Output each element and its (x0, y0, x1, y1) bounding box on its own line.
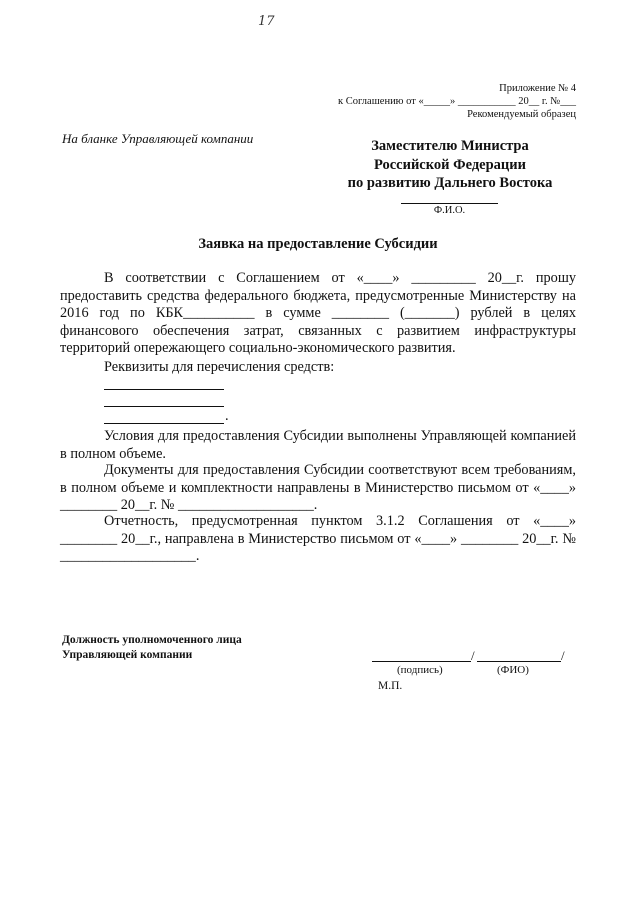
addressee-fio: Ф.И.О. (433, 205, 466, 216)
fio-label: (ФИО) (497, 664, 529, 676)
appendix-sample-note: Рекомендуемый образец (467, 109, 576, 120)
paragraph-request: В соответствии с Соглашением от «____» _________ 20__г. прошу предоставить средства федерального бюджета, предусмотренные Министерству на 2016 год по КБК__________ в сумме ________ (_______) рублей в целях финансового обеспечения затрат, связанных с развитием инфраструктуры территорий опережающего социально-экономического развития. (60, 270, 576, 357)
position-line-1: Должность уполномоченного лица (62, 634, 242, 646)
requisites-label: Реквизиты для перечисления средств: (104, 359, 335, 375)
appendix-block (260, 82, 576, 121)
paragraph-conditions: Условия для предоставления Субсидии выполнены Управляющей компанией в полном объеме. (60, 428, 576, 462)
requisites-line-2 (104, 406, 224, 407)
addressee-line-3: по развитию Дальнего Востока (347, 175, 553, 191)
appendix-number: Приложение № 4 (499, 83, 576, 94)
fio-line (477, 661, 561, 662)
requisites-line-3 (104, 423, 224, 424)
fio-underline (401, 203, 498, 204)
position-line-2: Управляющей компании (62, 649, 193, 661)
appendix-agreement-ref: к Соглашению от «_____» ___________ 20__ г. №___ (338, 96, 576, 107)
requisites-end: . (225, 408, 229, 424)
stamp-place: М.П. (378, 680, 403, 692)
addressee-line-1: Заместителю Министра (371, 138, 529, 154)
paragraph-documents: Документы для предоставления Субсидии соответствуют всем требованиям, в полном объеме и комплектности направлены в Министерство письмом от «____» ________ 20__г. № ___________________. (60, 462, 576, 514)
signature-label: (подпись) (397, 664, 443, 676)
position-block (62, 633, 242, 663)
addressee-line-2: Российской Федерации (373, 156, 526, 173)
signature-slash-2: / (561, 648, 565, 663)
paragraph-reporting: Отчетность, предусмотренная пунктом 3.1.2 Соглашения от «____» ________ 20__г., направлена в Министерство письмом от «____» ________ 20__г. № ___________________. (60, 513, 576, 565)
blank-note: На бланке Управляющей компании (62, 131, 254, 146)
requisites-line-1 (104, 389, 224, 390)
document-title: Заявка на предоставление Субсидии (198, 236, 438, 252)
signature-line (372, 661, 471, 662)
signature-slash-1: / (471, 648, 475, 663)
addressee-block (320, 137, 580, 193)
page-number: 17 (258, 14, 275, 29)
